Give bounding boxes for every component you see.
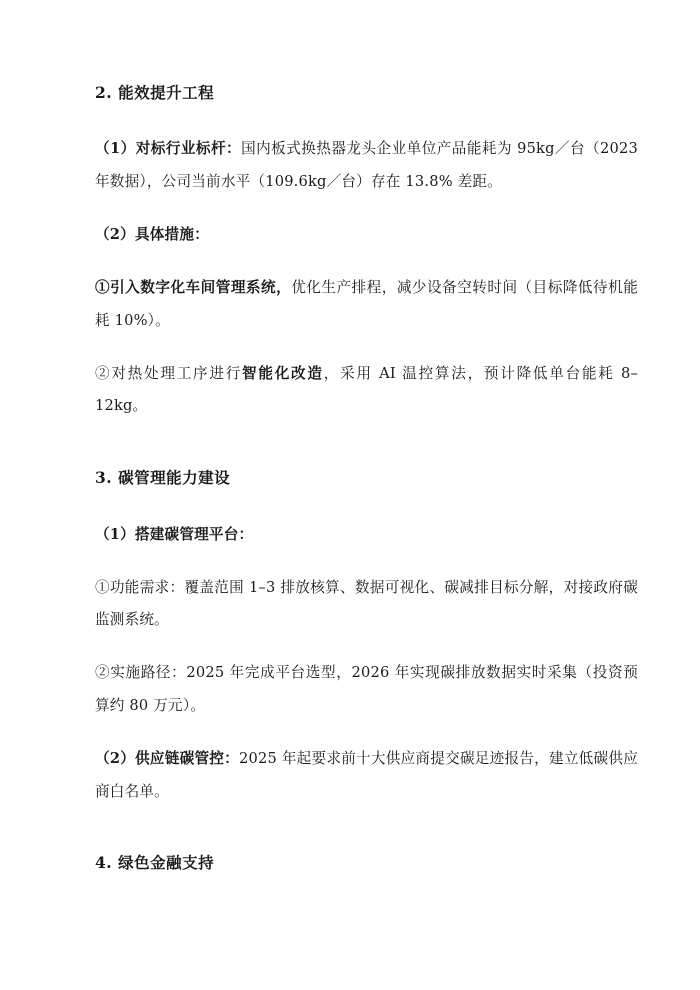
paragraph: [95, 272, 638, 338]
paragraph: [95, 133, 638, 199]
text-run: 2025 年起要求前十大供应商提交碳足迹报告，建立低碳供应商白名单。: [95, 749, 639, 800]
section-heading: 3. 碳管理能力建设: [95, 468, 231, 488]
paragraph: [95, 743, 638, 809]
text-run: 智能化改造: [242, 364, 324, 382]
document-section: [95, 78, 638, 423]
text-run: 国内板式换热器龙头企业单位产品能耗为 95kg／台（2023 年数据），公司当前水平（109.6kg／台）存在 13.8% 差距。: [95, 140, 638, 191]
paragraph: [95, 219, 638, 252]
paragraph: [95, 519, 638, 552]
section-heading: 2. 能效提升工程: [95, 83, 215, 102]
text-run: （1）对标行业标杆：: [95, 140, 242, 158]
text-run: ②实施路径：2025 年完成平台选型，2026 年实现碳排放数据实时采集（投资预算约 80 万元）。: [95, 664, 638, 714]
document-section: [95, 848, 638, 877]
text-run: （2）具体措施：: [95, 226, 209, 244]
text-run: ②对热处理工序进行: [95, 364, 243, 382]
paragraph: [95, 657, 638, 723]
paragraph: [95, 572, 638, 638]
document-section: [95, 463, 638, 808]
text-run: ①引入数字化车间管理系统，: [95, 278, 292, 296]
text-run: （2）供应链碳管控：: [95, 749, 239, 767]
text-run: （1）搭建碳管理平台：: [95, 525, 254, 543]
document-body: [95, 78, 638, 878]
text-run: 优化生产排程，减少设备空转时间（目标降低待机能耗 10%）。: [95, 278, 638, 329]
text-run: ，采用 AI 温控算法，预计降低单台能耗 8–12kg。: [95, 364, 638, 415]
section-heading: 4. 绿色金融支持: [95, 853, 215, 873]
paragraph: [95, 358, 638, 424]
text-run: ①功能需求：覆盖范围 1–3 排放核算、数据可视化、碳减排目标分解，对接政府碳监测系统。: [95, 578, 638, 629]
